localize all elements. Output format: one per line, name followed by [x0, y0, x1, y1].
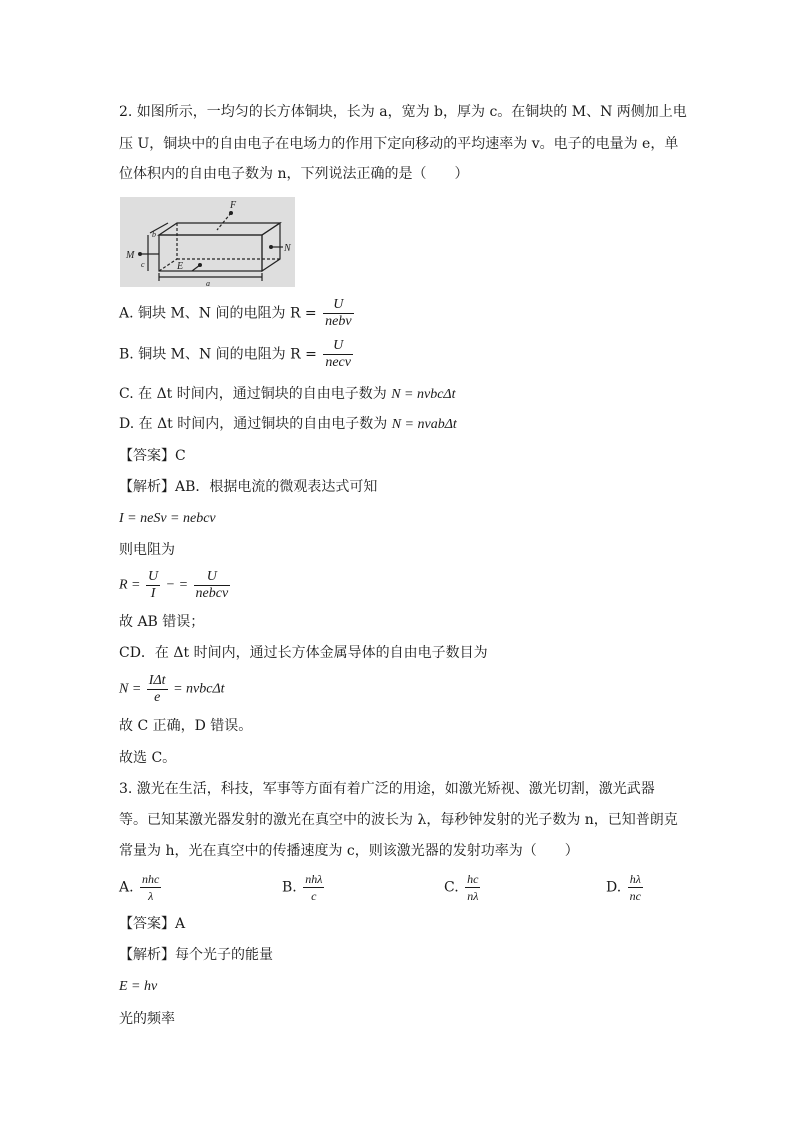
- q3-text-frequency: 光的频率: [119, 1011, 175, 1027]
- q3-stem-line1: 3. 激光在生活，科技，军事等方面有着广泛的用途，如激光矫视、激光切割，激光武器: [119, 781, 655, 797]
- q2-option-b-text: B. 铜块 M、N 间的电阻为 R =: [119, 346, 317, 363]
- q3-analysis-intro: 【解析】每个光子的能量: [119, 947, 273, 963]
- q2-text-c-correct: 故 C 正确，D 错误。: [119, 718, 253, 734]
- q3-stem-line3: 常量为 h，光在真空中的传播速度为 c，则该激光器的发射功率为（ ）: [119, 843, 579, 859]
- q2-option-c: [119, 384, 456, 405]
- terminal-n-dot: [269, 245, 273, 249]
- label-f: F: [230, 200, 237, 211]
- terminal-m-dot: [138, 252, 142, 256]
- q2-option-d-text: D. 在 Δt 时间内，通过铜块的自由电子数为: [119, 416, 392, 432]
- point-e-dot: [198, 263, 202, 267]
- label-m: M: [126, 250, 135, 261]
- label-a: a: [206, 279, 210, 287]
- copper-block-figure: [120, 197, 295, 287]
- q2-option-c-formula: N = nvbcΔt: [391, 387, 456, 402]
- point-f-dot: [229, 211, 233, 215]
- q2-text-choose: 故选 C。: [119, 750, 177, 766]
- q3-stem-line2: 等。已知某激光器发射的激光在真空中的波长为 λ，每秒钟发射的光子数为 n，已知普朗克: [119, 812, 678, 828]
- q3-answer: 【答案】A: [119, 916, 186, 932]
- q2-option-a-fraction: $\frac{U}{\text{nebv}}$: [325, 297, 352, 329]
- q2-text-resistance: 则电阻为: [119, 542, 175, 558]
- q2-analysis-intro: 【解析】AB．根据电流的微观表达式可知: [119, 479, 378, 495]
- q3-option-c: C. $\frac{hc}{n\lambda}$: [444, 872, 479, 903]
- q2-text-cd: CD．在 Δt 时间内，通过长方体金属导体的自由电子数目为: [119, 645, 488, 661]
- q2-equation-current: I = neSv = nebcv: [119, 511, 216, 526]
- q3-option-a: A. $\frac{\text{nhc}}{\lambda}$: [119, 872, 160, 903]
- label-n: N: [284, 243, 291, 254]
- q2-text-ab-wrong: 故 AB 错误；: [119, 614, 205, 630]
- q3-option-d: D. $\frac{h\lambda}{nc}$: [606, 872, 641, 903]
- q2-option-c-text: C. 在 Δt 时间内，通过铜块的自由电子数为: [119, 386, 392, 402]
- q3-equation-energy: E = hν: [119, 979, 158, 994]
- q2-option-a: [119, 297, 356, 330]
- q2-option-d-formula: N = nvabΔt: [391, 417, 457, 432]
- q2-stem-line1: 2. 如图所示，一均匀的长方体铜块，长为 a，宽为 b，厚为 c。在铜块的 M、N 两侧加上电: [119, 104, 687, 120]
- q2-option-b: [119, 338, 355, 371]
- q2-option-d: [119, 414, 457, 435]
- block-front-face: [159, 235, 262, 271]
- q2-option-a-text: A. 铜块 M、N 间的电阻为 R =: [119, 305, 317, 322]
- q2-equation-count: N = $\frac{\text{IΔt}}{e}$ = nvbcΔt: [119, 673, 225, 705]
- q2-stem-line2: 压 U，铜块中的自由电子在电场力的作用下定向移动的平均速率为 v。电子的电量为 e，单: [119, 136, 679, 152]
- q2-option-b-fraction: $\frac{U}{\text{necv}}$: [325, 338, 351, 370]
- q2-stem-line3: 位体积内的自由电子数为 n，下列说法正确的是（ ）: [119, 166, 469, 182]
- q3-option-b: B. $\frac{\text{nhλ}}{c}$: [282, 872, 323, 903]
- label-c: c: [141, 260, 145, 269]
- q2-equation-resistance: R = $\frac{U}{I}$ − = $\frac{U}{\text{nebcv}}$: [119, 569, 229, 601]
- q2-answer: 【答案】C: [119, 448, 186, 464]
- label-b: b: [152, 230, 156, 239]
- label-e: E: [177, 261, 184, 272]
